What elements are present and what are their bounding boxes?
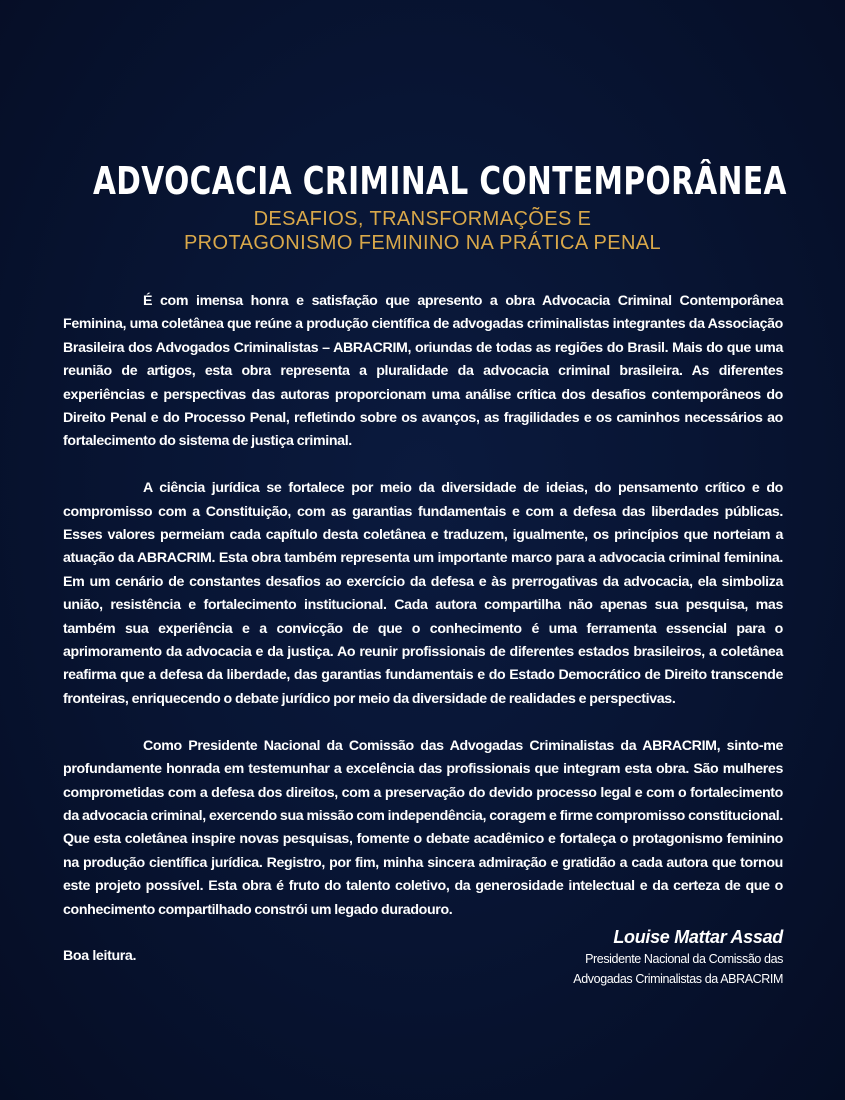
closing-line: Boa leitura. (63, 948, 137, 965)
signature-name: Louise Mattar Assad (613, 927, 783, 947)
body-text (63, 290, 783, 969)
signature-block (573, 925, 783, 989)
paragraph-1: É com imensa honra e satisfação que apresento a obra Advocacia Criminal Contemporânea Feminina, uma coletânea que reúne a produção científica de advogadas criminalistas integrantes da Associação Brasileira dos Advogados Criminalistas – ABRACRIM, oriundas de todas as regiões do Brasil. Mais do que uma reunião de artigos, esta obra representa a pluralidade da advocacia criminal brasileira. As diferentes experiências e perspectivas das autoras proporcionam uma análise crítica dos desafios contemporâneos do Direito Penal e do Processo Penal, refletindo sobre os avanços, as fragilidades e os caminhos necessários ao fortalecimento do sistema de justiça criminal. (63, 293, 783, 450)
signature-role-line-1: Presidente Nacional da Comissão das (585, 952, 783, 966)
subtitle-line-2: PROTAGONISMO FEMININO NA PRÁTICA PENAL (183, 232, 662, 254)
paragraph-3: Como Presidente Nacional da Comissão das Advogadas Criminalistas da ABRACRIM, sinto-me profundamente honrada em testemunhar a excelência das profissionais que integram esta obra. São mulheres comprometidas com a defesa dos direitos, com a preservação do devido processo legal e com o fortalecimento da advocacia criminal, exercendo sua missão com independência, coragem e firme compromisso constitucional. Que esta coletânea inspire novas pesquisas, fomente o debate acadêmico e fortaleça o protagonismo feminino na produção científica jurídica. Registro, por fim, minha sincera admiração e gratidão a cada autora que tornou este projeto possível. Esta obra é fruto do talento coletivo, da generosidade intelectual e da certeza de que o conhecimento compartilhado constrói um legado duradouro. (63, 737, 783, 918)
signature-role-line-2: Advogadas Criminalistas da ABRACRIM (573, 972, 783, 986)
title-block (0, 155, 845, 255)
page-title: ADVOCACIA CRIMINAL CONTEMPORÂNEA (92, 159, 787, 203)
paragraph-2: A ciência jurídica se fortalece por meio da diversidade de ideias, do pensamento crítico e do compromisso com a Constituição, com as garantias fundamentais e com a defesa das liberdades públicas. Esses valores permeiam cada capítulo desta coletânea e traduzem, igualmente, os princípios que norteiam a atuação da ABRACRIM. Esta obra também representa um importante marco para a advocacia criminal feminina. Em um cenário de constantes desafios ao exercício da defesa e às prerrogativas da advocacia, ela simboliza união, resistência e fortalecimento institucional. Cada autora compartilha não apenas sua pesquisa, mas também sua experiência e a convicção de que o conhecimento é uma ferramenta essencial para o aprimoramento da advocacia e da justiça. Ao reunir profissionais de diferentes estados brasileiros, a coletânea reafirma que a defesa da liberdade, das garantias fundamentais e do Estado Democrático de Direito transcende fronteiras, enriquecendo o debate jurídico por meio da diversidade de realidades e perspectivas. (63, 480, 783, 707)
subtitle-line-1: DESAFIOS, TRANSFORMAÇÕES E (253, 208, 592, 230)
